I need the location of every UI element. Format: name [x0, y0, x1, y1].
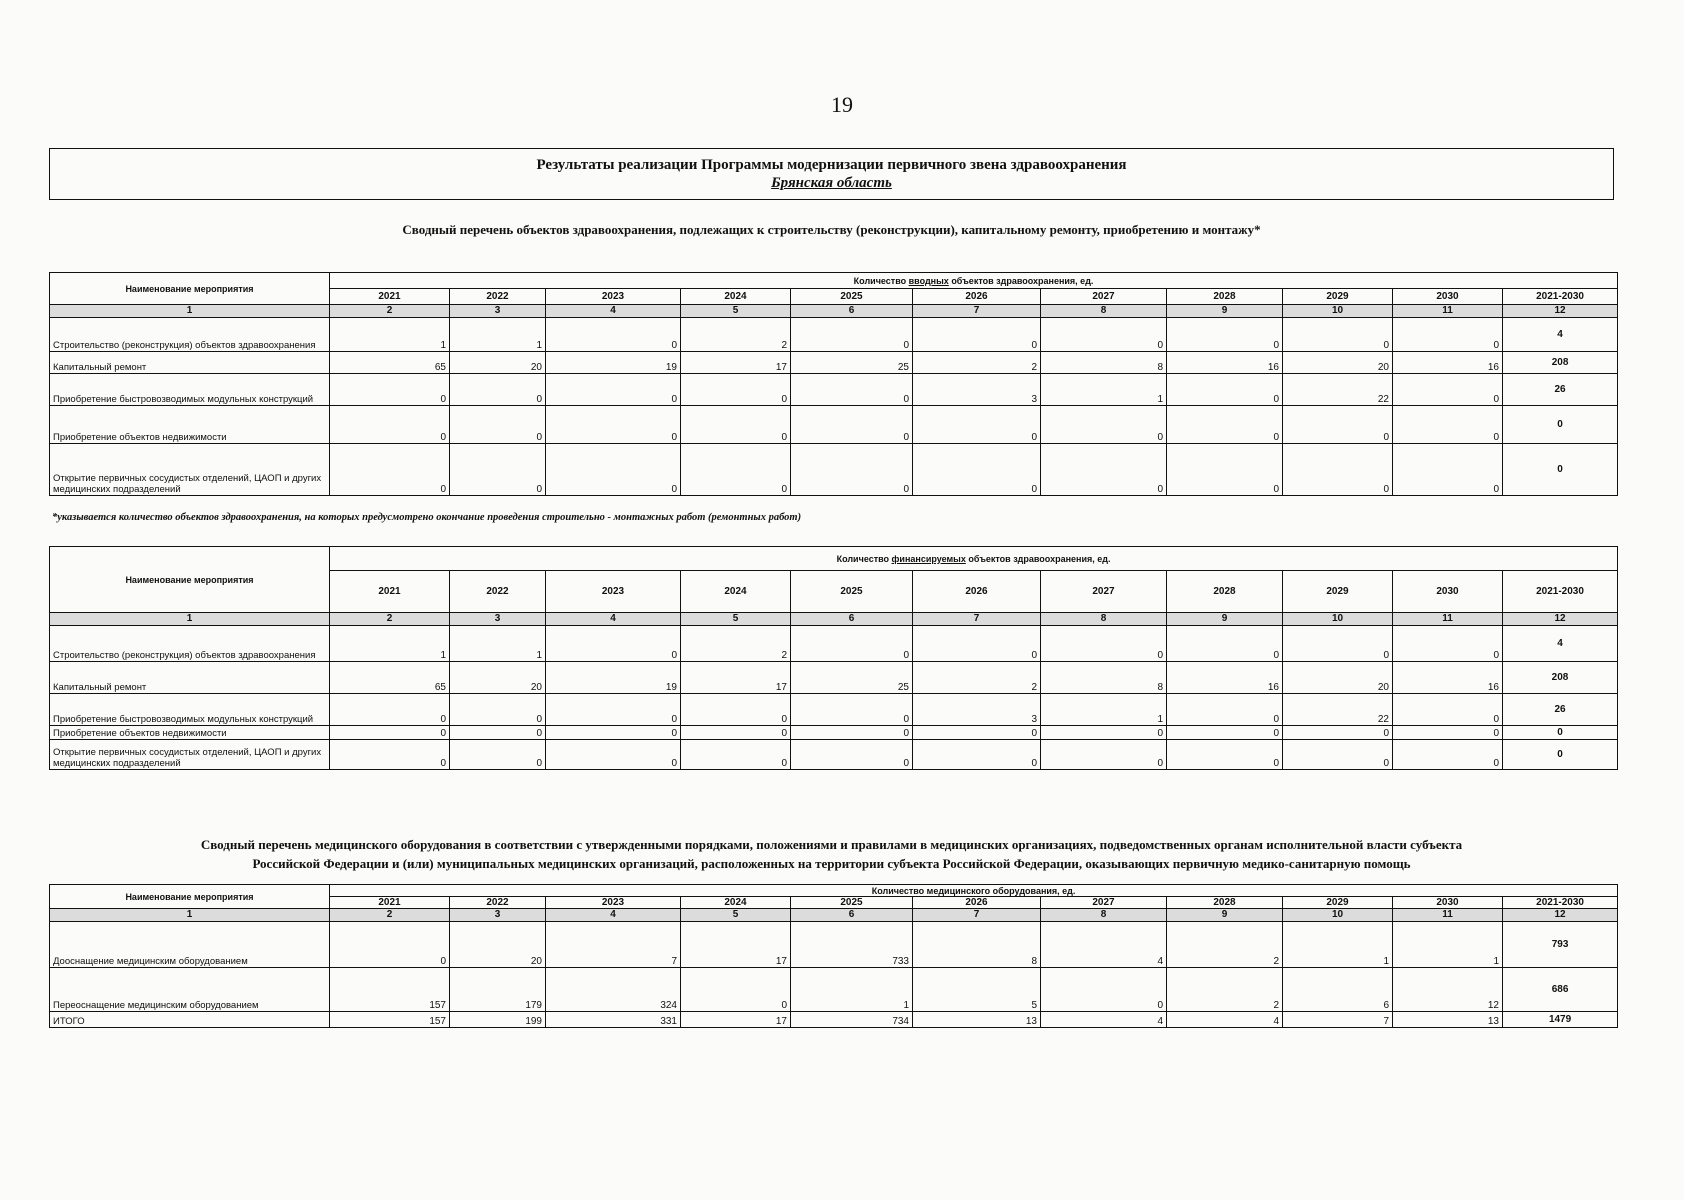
row-name: Открытие первичных сосудистых отделений, ЦАОП и других медицинских подразделений	[50, 444, 330, 496]
column-index: 9	[1167, 909, 1283, 922]
year-header: 2021-2030	[1503, 897, 1618, 909]
row-value: 1	[1041, 374, 1167, 406]
row-value: 0	[1393, 726, 1503, 740]
column-index: 6	[791, 613, 913, 626]
table-commissioned-facilities	[49, 272, 1618, 496]
row-value: 22	[1283, 694, 1393, 726]
row-value: 0	[546, 318, 681, 352]
year-header: 2023	[546, 897, 681, 909]
row-value: 0	[1393, 444, 1503, 496]
column-index: 6	[791, 305, 913, 318]
year-header: 2025	[791, 289, 913, 305]
row-value: 25	[791, 662, 913, 694]
row-value: 0	[1283, 726, 1393, 740]
column-index: 12	[1503, 305, 1618, 318]
row-total: 208	[1503, 352, 1618, 374]
row-value: 0	[1167, 740, 1283, 770]
row-value: 7	[1283, 1012, 1393, 1028]
row-value: 0	[681, 726, 791, 740]
row-value: 0	[791, 406, 913, 444]
row-value: 0	[450, 374, 546, 406]
row-value: 0	[450, 726, 546, 740]
row-value: 0	[1041, 726, 1167, 740]
row-value: 16	[1167, 352, 1283, 374]
column-index: 3	[450, 305, 546, 318]
year-header: 2029	[1283, 289, 1393, 305]
row-value: 0	[1393, 626, 1503, 662]
column-index: 2	[330, 305, 450, 318]
row-value: 8	[1041, 662, 1167, 694]
row-value: 0	[450, 406, 546, 444]
column-index: 8	[1041, 909, 1167, 922]
row-name: Приобретение быстровозводимых модульных конструкций	[50, 374, 330, 406]
row-value: 331	[546, 1012, 681, 1028]
footnote: *указывается количество объектов здравоохранения, на которых предусмотрено окончание проведения строительно - монтажных работ (ремонтных работ)	[52, 512, 802, 523]
row-value: 20	[450, 922, 546, 968]
year-header: 2022	[450, 289, 546, 305]
row-value: 0	[1041, 318, 1167, 352]
column-index: 12	[1503, 909, 1618, 922]
row-value: 734	[791, 1012, 913, 1028]
row-value: 4	[1041, 922, 1167, 968]
table-row	[50, 662, 1618, 694]
report-title: Результаты реализации Программы модернизации первичного звена здравоохранения	[536, 157, 1127, 173]
row-value: 0	[1167, 726, 1283, 740]
table-row	[50, 740, 1618, 770]
column-index: 4	[546, 305, 681, 318]
row-value: 0	[791, 318, 913, 352]
row-total: 4	[1503, 318, 1618, 352]
row-value: 19	[546, 352, 681, 374]
row-value: 0	[791, 626, 913, 662]
row-total: 208	[1503, 662, 1618, 694]
row-value: 0	[330, 740, 450, 770]
row-value: 0	[1393, 374, 1503, 406]
row-name: Открытие первичных сосудистых отделений, ЦАОП и других медицинских подразделений	[50, 740, 330, 770]
row-value: 1	[330, 318, 450, 352]
row-value: 0	[1167, 694, 1283, 726]
column-index: 4	[546, 613, 681, 626]
column-index: 7	[913, 909, 1041, 922]
group-header-text: Количество	[836, 553, 892, 564]
row-value: 0	[546, 374, 681, 406]
column-index: 10	[1283, 305, 1393, 318]
column-index: 5	[681, 613, 791, 626]
row-value: 19	[546, 662, 681, 694]
row-value: 25	[791, 352, 913, 374]
row-value: 0	[1167, 406, 1283, 444]
row-total: 0	[1503, 740, 1618, 770]
row-value: 0	[681, 968, 791, 1012]
row-value: 199	[450, 1012, 546, 1028]
name-column-header: Наименование мероприятия	[50, 273, 330, 305]
year-header: 2026	[913, 571, 1041, 613]
row-value: 1	[791, 968, 913, 1012]
row-name: Приобретение объектов недвижимости	[50, 406, 330, 444]
year-header: 2028	[1167, 289, 1283, 305]
row-name: Строительство (реконструкция) объектов здравоохранения	[50, 318, 330, 352]
table-row	[50, 726, 1618, 740]
row-value: 1	[1041, 694, 1167, 726]
row-value: 0	[450, 740, 546, 770]
row-value: 0	[681, 406, 791, 444]
row-value: 16	[1393, 662, 1503, 694]
column-index: 2	[330, 613, 450, 626]
row-value: 1	[450, 626, 546, 662]
header-row	[50, 547, 1618, 571]
row-value: 0	[913, 726, 1041, 740]
row-value: 0	[330, 726, 450, 740]
group-header-highlight: вводных	[908, 275, 949, 286]
row-value: 0	[1283, 444, 1393, 496]
row-value: 16	[1393, 352, 1503, 374]
year-header: 2022	[450, 897, 546, 909]
row-total: 793	[1503, 922, 1618, 968]
year-header: 2021	[330, 897, 450, 909]
report-title-box	[49, 148, 1614, 200]
name-column-header: Наименование мероприятия	[50, 885, 330, 909]
year-header: 2024	[681, 897, 791, 909]
column-index: 11	[1393, 909, 1503, 922]
column-index: 10	[1283, 909, 1393, 922]
row-name: Капитальный ремонт	[50, 662, 330, 694]
row-value: 0	[450, 444, 546, 496]
row-value: 0	[913, 406, 1041, 444]
year-header: 2027	[1041, 571, 1167, 613]
table-row	[50, 922, 1618, 968]
group-header	[330, 273, 1618, 289]
year-header: 2028	[1167, 571, 1283, 613]
year-header: 2029	[1283, 897, 1393, 909]
year-header: 2024	[681, 571, 791, 613]
row-value: 13	[1393, 1012, 1503, 1028]
row-value: 2	[1167, 922, 1283, 968]
row-value: 1	[1393, 922, 1503, 968]
row-value: 17	[681, 662, 791, 694]
row-value: 0	[546, 444, 681, 496]
row-name: Строительство (реконструкция) объектов здравоохранения	[50, 626, 330, 662]
row-value: 0	[1283, 406, 1393, 444]
row-value: 3	[913, 694, 1041, 726]
column-index: 7	[913, 613, 1041, 626]
row-value: 17	[681, 1012, 791, 1028]
row-value: 0	[1041, 968, 1167, 1012]
group-header-suffix: объектов здравоохранения, ед.	[948, 275, 1094, 286]
column-index: 5	[681, 909, 791, 922]
column-index: 5	[681, 305, 791, 318]
column-index-row	[50, 909, 1618, 922]
year-header: 2025	[791, 897, 913, 909]
year-header: 2024	[681, 289, 791, 305]
row-value: 7	[546, 922, 681, 968]
row-value: 0	[1167, 626, 1283, 662]
section2-heading-line2: Российской Федерации и (или) муниципальных медицинских организаций, расположенных на территории субъекта Российской Федерации, оказывающих первичную медико-санитарную помощь	[252, 856, 1411, 871]
column-index: 7	[913, 305, 1041, 318]
group-header-text: Количество медицинского оборудования, ед.	[871, 885, 1076, 896]
year-header: 2025	[791, 571, 913, 613]
region-name: Брянская область	[771, 175, 892, 191]
group-header	[330, 547, 1618, 571]
year-header: 2021-2030	[1503, 571, 1618, 613]
column-index: 1	[50, 909, 330, 922]
column-index: 1	[50, 613, 330, 626]
row-value: 1	[450, 318, 546, 352]
column-index: 11	[1393, 613, 1503, 626]
row-value: 5	[913, 968, 1041, 1012]
row-value: 17	[681, 352, 791, 374]
group-header-text: Количество	[853, 275, 909, 286]
row-value: 0	[1041, 444, 1167, 496]
row-value: 0	[791, 444, 913, 496]
section2-heading-line1: Сводный перечень медицинского оборудования в соответствии с утвержденными порядками, положениями и правилами в медицинских организациях, подведомственных органам исполнительной власти субъекта	[200, 837, 1463, 852]
column-index: 10	[1283, 613, 1393, 626]
column-index: 9	[1167, 613, 1283, 626]
row-value: 20	[1283, 352, 1393, 374]
table-row	[50, 694, 1618, 726]
table-row	[50, 352, 1618, 374]
row-name: Капитальный ремонт	[50, 352, 330, 374]
row-total: 686	[1503, 968, 1618, 1012]
row-value: 0	[1393, 694, 1503, 726]
row-value: 0	[546, 626, 681, 662]
row-total: 26	[1503, 374, 1618, 406]
year-header: 2021-2030	[1503, 289, 1618, 305]
row-value: 0	[450, 694, 546, 726]
row-value: 0	[1041, 626, 1167, 662]
group-header	[330, 885, 1618, 897]
group-header-highlight: финансируемых	[891, 553, 966, 564]
row-value: 65	[330, 352, 450, 374]
year-header: 2026	[913, 897, 1041, 909]
row-value: 0	[1283, 740, 1393, 770]
row-value: 13	[913, 1012, 1041, 1028]
column-index: 4	[546, 909, 681, 922]
column-index-row	[50, 305, 1618, 318]
row-value: 0	[681, 444, 791, 496]
column-index: 2	[330, 909, 450, 922]
column-index: 3	[450, 909, 546, 922]
row-value: 2	[1167, 968, 1283, 1012]
group-header-suffix: объектов здравоохранения, ед.	[965, 553, 1111, 564]
row-total: 0	[1503, 406, 1618, 444]
column-index: 1	[50, 305, 330, 318]
row-value: 0	[791, 740, 913, 770]
row-value: 0	[330, 922, 450, 968]
year-header: 2026	[913, 289, 1041, 305]
row-value: 6	[1283, 968, 1393, 1012]
row-value: 2	[913, 662, 1041, 694]
row-value: 324	[546, 968, 681, 1012]
row-value: 0	[330, 694, 450, 726]
table-row	[50, 318, 1618, 352]
row-value: 0	[913, 444, 1041, 496]
row-value: 4	[1167, 1012, 1283, 1028]
row-value: 157	[330, 1012, 450, 1028]
year-header: 2027	[1041, 897, 1167, 909]
column-index: 11	[1393, 305, 1503, 318]
row-value: 12	[1393, 968, 1503, 1012]
year-header: 2022	[450, 571, 546, 613]
year-header: 2021	[330, 571, 450, 613]
row-total: 0	[1503, 444, 1618, 496]
row-value: 0	[546, 694, 681, 726]
row-value: 0	[791, 694, 913, 726]
row-name: Дооснащение медицинским оборудованием	[50, 922, 330, 968]
row-total: 26	[1503, 694, 1618, 726]
row-value: 0	[546, 406, 681, 444]
header-row	[50, 273, 1618, 289]
year-header: 2023	[546, 571, 681, 613]
row-value: 0	[913, 740, 1041, 770]
row-total: 4	[1503, 626, 1618, 662]
row-value: 20	[450, 352, 546, 374]
row-value: 733	[791, 922, 913, 968]
row-value: 65	[330, 662, 450, 694]
row-value: 0	[791, 374, 913, 406]
row-value: 0	[1393, 406, 1503, 444]
row-value: 157	[330, 968, 450, 1012]
row-value: 8	[913, 922, 1041, 968]
year-header: 2028	[1167, 897, 1283, 909]
row-total: 0	[1503, 726, 1618, 740]
row-value: 2	[681, 626, 791, 662]
row-value: 0	[330, 406, 450, 444]
row-value: 0	[1283, 318, 1393, 352]
table-financed-facilities	[49, 546, 1618, 770]
row-value: 20	[1283, 662, 1393, 694]
table-row	[50, 406, 1618, 444]
row-value: 2	[913, 352, 1041, 374]
row-value: 0	[913, 318, 1041, 352]
year-header: 2030	[1393, 897, 1503, 909]
column-index: 9	[1167, 305, 1283, 318]
row-value: 0	[1041, 406, 1167, 444]
table-row	[50, 374, 1618, 406]
year-header: 2030	[1393, 289, 1503, 305]
row-value: 0	[1393, 740, 1503, 770]
row-value: 0	[1283, 626, 1393, 662]
row-value: 0	[546, 726, 681, 740]
row-value: 0	[681, 740, 791, 770]
table-row	[50, 626, 1618, 662]
row-name: Приобретение объектов недвижимости	[50, 726, 330, 740]
row-value: 0	[1167, 318, 1283, 352]
row-value: 16	[1167, 662, 1283, 694]
row-value: 1	[330, 626, 450, 662]
row-value: 0	[330, 374, 450, 406]
page-number: 19	[831, 92, 853, 117]
row-value: 2	[681, 318, 791, 352]
row-name: ИТОГО	[50, 1012, 330, 1028]
row-value: 179	[450, 968, 546, 1012]
row-name: Приобретение быстровозводимых модульных конструкций	[50, 694, 330, 726]
row-value: 0	[681, 374, 791, 406]
table-row	[50, 444, 1618, 496]
row-value: 0	[913, 626, 1041, 662]
row-name: Переоснащение медицинским оборудованием	[50, 968, 330, 1012]
year-header: 2021	[330, 289, 450, 305]
year-header: 2027	[1041, 289, 1167, 305]
row-value: 0	[1167, 444, 1283, 496]
year-header: 2030	[1393, 571, 1503, 613]
row-value: 1	[1283, 922, 1393, 968]
name-column-header: Наименование мероприятия	[50, 547, 330, 613]
header-row	[50, 885, 1618, 897]
row-value: 8	[1041, 352, 1167, 374]
row-value: 22	[1283, 374, 1393, 406]
row-value: 0	[546, 740, 681, 770]
year-header: 2029	[1283, 571, 1393, 613]
table-row	[50, 1012, 1618, 1028]
column-index-row	[50, 613, 1618, 626]
year-header: 2023	[546, 289, 681, 305]
row-value: 0	[1167, 374, 1283, 406]
section2-heading	[49, 835, 1614, 873]
row-value: 0	[681, 694, 791, 726]
row-value: 17	[681, 922, 791, 968]
row-total: 1479	[1503, 1012, 1618, 1028]
column-index: 8	[1041, 305, 1167, 318]
row-value: 0	[1393, 318, 1503, 352]
row-value: 0	[1041, 740, 1167, 770]
column-index: 3	[450, 613, 546, 626]
table-row	[50, 968, 1618, 1012]
row-value: 20	[450, 662, 546, 694]
table-medical-equipment	[49, 884, 1618, 1028]
column-index: 8	[1041, 613, 1167, 626]
section1-heading: Сводный перечень объектов здравоохранения, подлежащих к строительству (реконструкции), капитальному ремонту, приобретению и монтажу*	[402, 222, 1261, 237]
column-index: 6	[791, 909, 913, 922]
row-value: 0	[330, 444, 450, 496]
row-value: 0	[791, 726, 913, 740]
row-value: 3	[913, 374, 1041, 406]
row-value: 4	[1041, 1012, 1167, 1028]
column-index: 12	[1503, 613, 1618, 626]
